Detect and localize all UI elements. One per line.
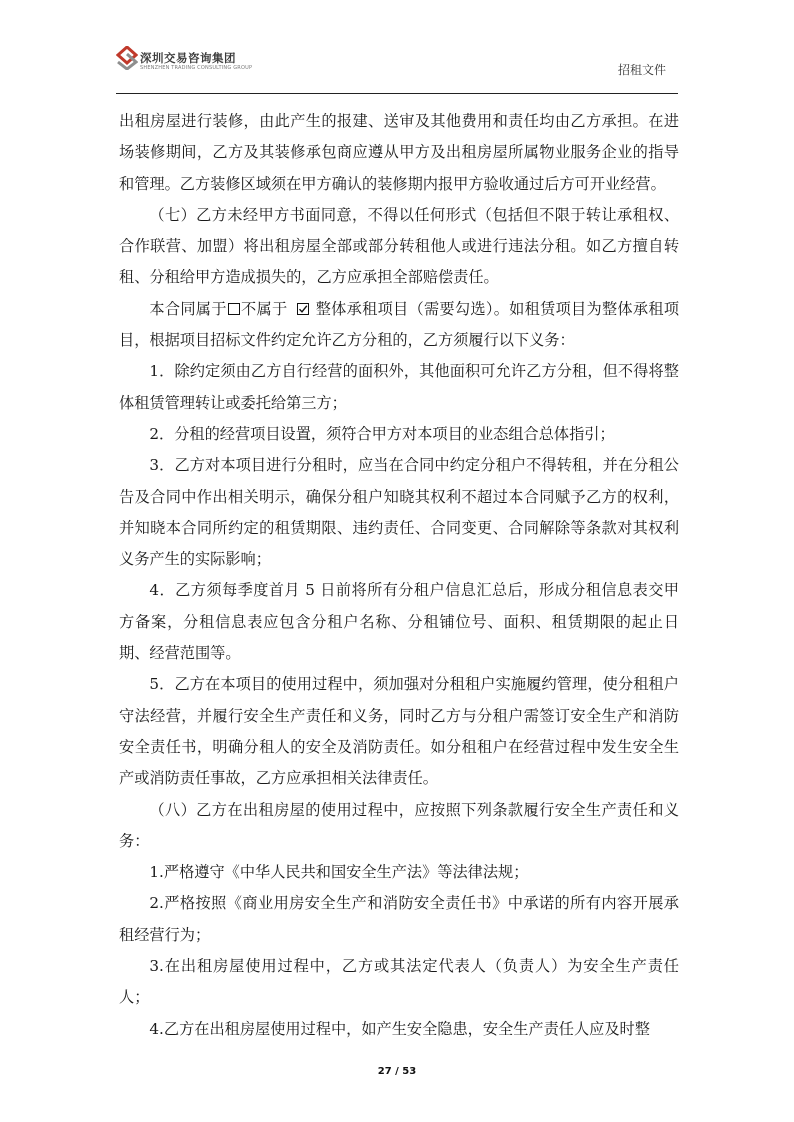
logo-chinese-name: 深圳交易咨询集团 [140, 51, 236, 65]
paragraph-contract-type [119, 294, 679, 357]
paragraph: 2.严格按照《商业用房安全生产和消防安全责任书》中承诺的所有内容开展承租经营行为； [119, 894, 679, 944]
paragraph: 5．乙方在本项目的使用过程中，须加强对分租租户实施履约管理，使分租租户守法经营，并履行安全生产责任和义务，同时乙方与分租户需签订安全生产和消防安全责任书，明确分租人的安全及消防责任。如分租租户在经营过程中发生安全生产或消防责任事故，乙方应承担相关法律责任。 [119, 675, 679, 788]
paragraph: 出租房屋进行装修，由此产生的报建、送审及其他费用和责任均由乙方承担。在进场装修期间，乙方及其装修承包商应遵从甲方及出租房屋所属物业服务企业的指导和管理。乙方装修区域须在甲方确认的装修期内报甲方验收通过后方可开业经营。 [119, 112, 679, 193]
company-logo [116, 46, 286, 80]
logo-english-name: SHENZHEN TRADING CONSULTING GROUP [140, 65, 253, 71]
paragraph: 4.乙方在出租房屋使用过程中，如产生安全隐患，安全生产责任人应及时整 [149, 1019, 650, 1038]
contract-type-suffix: 整体承租项目（需要勾选）。如租赁项目为整体承租项目，根据项目招标文件约定允许乙方分租的，乙方须履行以下义务： [119, 299, 680, 350]
logo-mark-icon [116, 46, 138, 70]
page-number: 27 / 53 [377, 1066, 417, 1077]
paragraph: 3.在出租房屋使用过程中，乙方或其法定代表人（负责人）为安全生产责任人； [119, 957, 679, 1007]
header-divider [116, 93, 678, 94]
contract-type-prefix: 本合同属于 [149, 299, 227, 318]
page-header [116, 40, 678, 94]
checked-box-icon[interactable] [297, 303, 309, 315]
unchecked-box-icon[interactable] [228, 303, 240, 315]
paragraph: 1．除约定须由乙方自行经营的面积外，其他面积可允许乙方分租，但不得将整体租赁管理转让或委托给第三方； [119, 362, 679, 412]
paragraph: （七）乙方未经甲方书面同意，不得以任何形式（包括但不限于转让承租权、合作联营、加盟）将出租房屋全部或部分转租他人或进行违法分租。如乙方擅自转租、分租给甲方造成损失的，乙方应承担全部赔偿责任。 [119, 205, 679, 287]
paragraph: 4．乙方须每季度首月 5 日前将所有分租户信息汇总后，形成分租信息表交甲方备案，分租信息表应包含分租户名称、分租铺位号、面积、租赁期限的起止日期、经营范围等。 [119, 581, 679, 663]
document-body [119, 106, 679, 1045]
paragraph: 3．乙方对本项目进行分租时，应当在合同中约定分租户不得转租，并在分租公告及合同中作出相关明示，确保分租户知晓其权利不超过本合同赋予乙方的权利，并知晓本合同所约定的租赁期限、违约责任、合同变更、合同解除等条款对其权利义务产生的实际影响； [119, 456, 679, 569]
paragraph: 1.严格遵守《中华人民共和国安全生产法》等法律法规； [149, 863, 529, 882]
paragraph: 2．分租的经营项目设置，须符合甲方对本项目的业态组合总体指引； [149, 424, 615, 443]
paragraph: （八）乙方在出租房屋的使用过程中，应按照下列条款履行安全生产责任和义务： [119, 800, 679, 850]
document-label: 招租文件 [617, 63, 666, 77]
contract-type-option: 不属于 [240, 299, 288, 318]
